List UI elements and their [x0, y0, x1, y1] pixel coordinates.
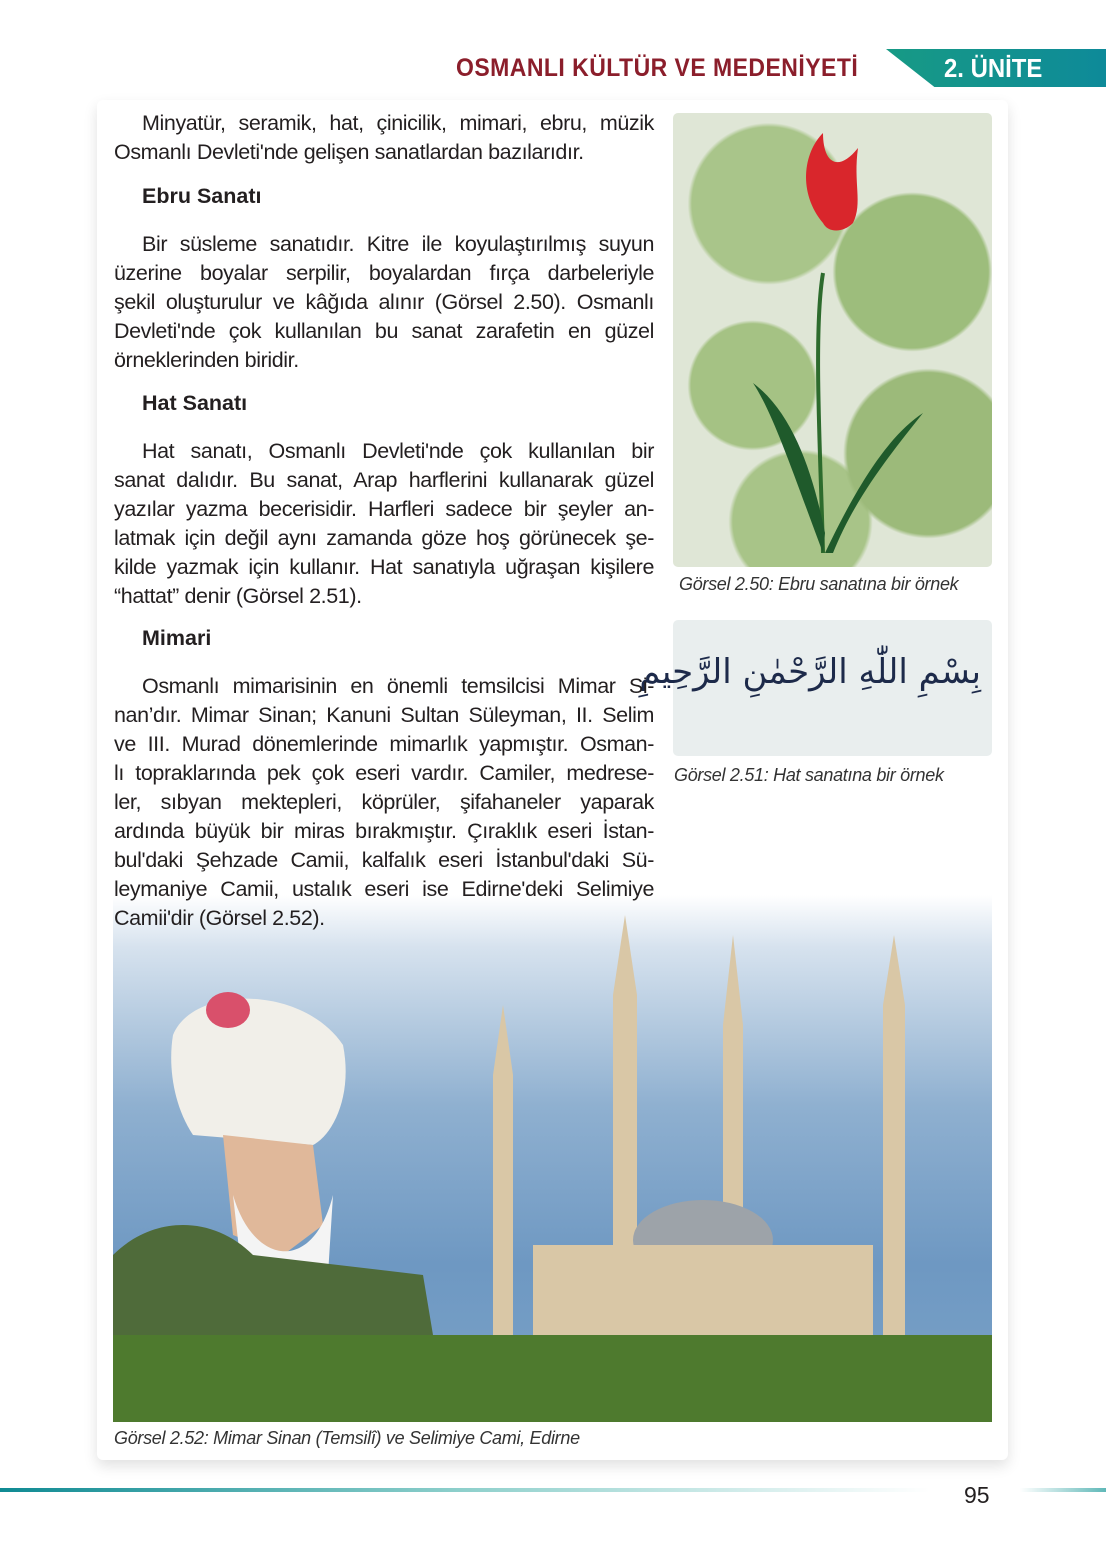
heading-ebru: Ebru Sanatı: [142, 184, 262, 208]
text-line: Camii'dir (Görsel 2.52).: [114, 906, 325, 930]
footer-bar-right: [1020, 1488, 1106, 1492]
text-line: örneklerinden biridir.: [114, 348, 299, 372]
text-line: ler, sıbyan mektepleri, köprüler, şifahaneler yaparak: [114, 790, 654, 814]
chapter-title: OSMANLI KÜLTÜR VE MEDENİYETİ: [456, 54, 859, 82]
text-line: bul'daki Şehzade Camii, kalfalık eseri İstanbul'daki Sü-: [114, 848, 654, 872]
text-line: sanat dalıdır. Bu sanat, Arap harflerini kullanarak güzel: [114, 468, 654, 492]
text-line: Hat sanatı, Osmanlı Devleti'nde çok kullanılan bir: [142, 439, 654, 463]
text-line: üzerine boyalar serpilir, boyalardan fırça darbeleriyle: [114, 261, 654, 285]
text-line: ve III. Murad dönemlerinde mimarlık yapmıştır. Osman-: [114, 732, 654, 756]
heading-mimari: Mimari: [142, 626, 212, 650]
text-line: lı topraklarında pek çok eseri vardır. Camiler, medrese-: [114, 761, 654, 785]
hat-paragraph: [114, 437, 654, 611]
text-line: Devleti'nde çok kullanılan bu sanat zarafetin en güzel: [114, 319, 654, 343]
text-line: kilde yazmak için kullanır. Hat sanatıyla uğraşan kişilere: [114, 555, 654, 579]
mosque-caption: Görsel 2.52: Mimar Sinan (Temsilî) ve Selimiye Cami, Edirne: [114, 1428, 580, 1448]
hat-caption: Görsel 2.51: Hat sanatına bir örnek: [674, 765, 944, 785]
text-line: şekil oluşturulur ve kâğıda alınır (Görsel 2.50). Osmanlı: [114, 290, 654, 314]
text-line: “hattat” denir (Görsel 2.51).: [114, 584, 362, 608]
unit-label: 2. ÜNİTE: [944, 53, 1043, 83]
tulip-illustration: [673, 113, 992, 567]
ebru-image: [673, 113, 992, 567]
mosque-image: [113, 895, 992, 1422]
ebru-caption: Görsel 2.50: Ebru sanatına bir örnek: [679, 574, 959, 594]
mimari-paragraph: [114, 672, 654, 933]
text-line: ardında büyük bir miras bırakmıştır. Çıraklık eseri İstan-: [114, 819, 654, 843]
text-line: Minyatür, seramik, hat, çinicilik, mimari, ebru, müzik: [142, 111, 654, 135]
text-line: leymaniye Camii, ustalık eseri ise Edirne'deki Selimiye: [114, 877, 654, 901]
intro-paragraph: [114, 109, 654, 167]
ebru-paragraph: [114, 230, 654, 375]
page-number: 95: [964, 1482, 990, 1508]
text-line: yazılar yazma becerisidir. Harfleri sadece bir şeyler an-: [114, 497, 654, 521]
text-line: Bir süsleme sanatıdır. Kitre ile koyulaştırılmış suyun: [142, 232, 654, 256]
text-line: Osmanlı Devleti'nde gelişen sanatlardan bazılarıdır.: [114, 140, 584, 164]
footer-bar-left: [0, 1488, 930, 1492]
text-line: nan’dır. Mimar Sinan; Kanuni Sultan Süleyman, II. Selim: [114, 703, 654, 727]
text-line: Osmanlı mimarisinin en önemli temsilcisi Mimar Si-: [142, 674, 654, 698]
selimiye-mosque-illustration: [113, 895, 992, 1422]
calligraphy: بِسْمِ اللّٰهِ الرَّحْمٰنِ الرَّحِيمِ: [639, 652, 981, 692]
text-line: latmak için değil aynı zamanda göze hoş görünecek şe-: [114, 526, 654, 550]
heading-hat: Hat Sanatı: [142, 391, 248, 415]
hat-image: [639, 620, 992, 756]
